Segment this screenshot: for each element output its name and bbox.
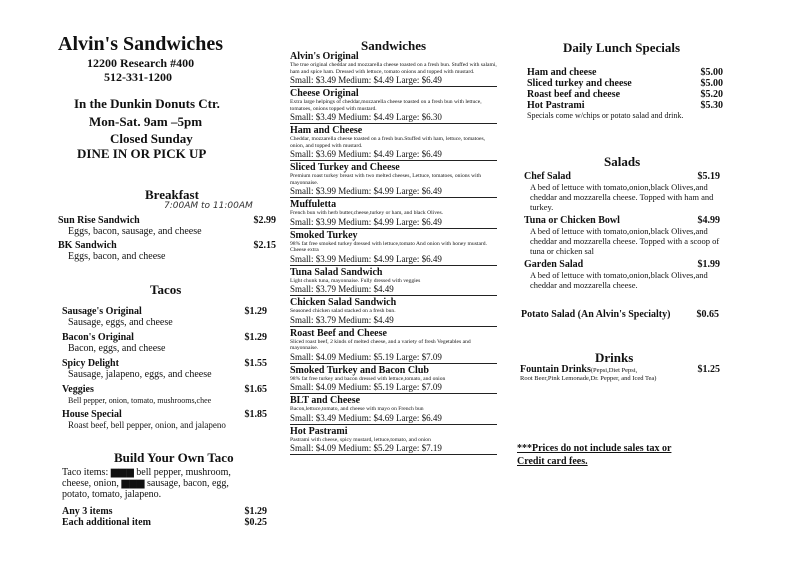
salad-item: Tuna or Chicken Bowl $4.99	[524, 215, 720, 226]
sandwich-item	[290, 328, 497, 364]
sandwich-description: Seasoned chicken salad stacked on a fresh bun.	[290, 308, 396, 314]
daily-special-item: Ham and cheese $5.00	[527, 67, 723, 78]
sandwich-description: Cheddar, mozzarella cheese toasted on a fresh bun.Stuffed with ham, lettuce, tomatoes, onion, and topped with mustard.	[290, 136, 486, 149]
breakfast-heading: Breakfast	[145, 187, 199, 202]
build-taco-heading: Build Your Own Taco	[114, 450, 234, 465]
sandwich-prices: Small: $3.69 Medium: $4.49 Large: $6.49	[290, 149, 442, 159]
tax-notice-line1: ***Prices do not include sales tax or	[517, 443, 672, 454]
breakfast-item: Sun Rise Sandwich $2.99	[58, 215, 276, 226]
sandwich-description: Sliced roast beef, 2 kinds of melted cheese, and a variety of fresh Vegetables and mayonnaise.	[290, 338, 471, 351]
sandwich-name: BLT and Cheese	[290, 395, 361, 406]
sandwich-name: Cheese Original	[290, 88, 359, 99]
sandwich-description: 98% fat free turkey and bacon dressed with lettuce,tomato, and onion	[290, 375, 446, 382]
sandwich-item	[290, 365, 497, 395]
taco-item: Bacon's Original $1.29	[62, 332, 267, 343]
sandwich-prices: Small: $3.99 Medium: $4.99 Large: $6.49	[290, 216, 442, 227]
sandwich-prices: Small: $3.79 Medium: $4.49	[290, 284, 394, 294]
sandwich-name: Chicken Salad Sandwich	[290, 297, 397, 308]
phone: 512-331-1200	[104, 70, 172, 84]
breakfast-list: Sun Rise Sandwich $2.99 Eggs, bacon, sausage, and cheese BK Sandwich $2.15 Eggs, bacon, and cheese	[58, 215, 276, 262]
sandwich-prices: Small: $4.09 Medium: $5.29 Large: $7.19	[290, 443, 442, 453]
sandwich-prices: Small: $4.09 Medium: $5.19 Large: $7.09	[290, 382, 442, 392]
sandwich-item	[290, 199, 497, 229]
sandwich-description: Light chunk tuna, mayonnaise. Fully dressed with veggies	[290, 277, 421, 284]
sandwich-name: Muffuletta	[290, 199, 337, 210]
taco-item: Veggies $1.65	[62, 384, 267, 395]
sandwich-name: Smoked Turkey and Bacon Club	[290, 364, 429, 376]
sandwich-prices: Small: $3.99 Medium: $4.99 Large: $6.49	[290, 186, 442, 196]
taco-item: Sausage's Original $1.29	[62, 306, 267, 317]
sandwich-name: Hot Pastrami	[290, 425, 348, 437]
sandwich-prices: Small: $3.49 Medium: $4.69 Large: $6.49	[290, 412, 442, 423]
sandwich-item	[290, 162, 497, 198]
taco-item: House Special $1.85	[62, 409, 267, 420]
sandwich-description: Pastrami with cheese, spicy mustard, lettuce,tomato, and onion	[290, 436, 431, 443]
sandwich-name: Alvin's Original	[290, 51, 359, 62]
daily-specials-heading: Daily Lunch Specials	[563, 40, 681, 55]
sandwich-prices: Small: $3.99 Medium: $4.99 Large: $6.49	[290, 253, 442, 264]
sandwich-item	[290, 395, 497, 425]
build-taco-list: Taco items: ▆▆▆ bell pepper, mushroom, cheese, onion, ▆▆▆ sausage, bacon, egg, potato, tomato, jalapeno. Any 3 items $1.29 Each additional item $0.25	[62, 467, 267, 528]
each-additional-item: Each additional item $0.25	[62, 517, 267, 528]
restaurant-title: Alvin's Sandwiches	[58, 33, 224, 55]
salad-item: Garden Salad $1.99	[524, 259, 720, 270]
breakfast-item: BK Sandwich $2.15	[58, 240, 276, 251]
any-three-items: Any 3 items $1.29	[62, 506, 267, 517]
sandwich-prices: Small: $3.49 Medium: $4.49 Large: $6.30	[290, 112, 442, 122]
drinks-heading: Drinks	[595, 350, 634, 365]
sandwich-item	[290, 267, 497, 297]
sandwich-item	[290, 230, 497, 266]
service-note: DINE IN OR PICK UP	[77, 146, 207, 161]
sandwich-item	[290, 88, 497, 124]
sandwich-description: French bun with herb butter,cheese,turkey or ham, and black Olives.	[290, 210, 444, 216]
salad-item: Chef Salad $5.19	[524, 171, 720, 182]
tacos-list: Sausage's Original $1.29 Sausage, eggs, and cheese Bacon's Original $1.29 Bacon, eggs, and cheese Spicy Delight $1.55 Sausage, jalapeno, eggs, and cheese Veggies $1.65 Bell pepper, onion, tomato, mushrooms,chee House Special $1.85 Roast beef, bell pepper, onion, and jalapeno	[62, 306, 267, 430]
sandwich-prices: Small: $4.09 Medium: $5.19 Large: $7.09	[290, 351, 442, 362]
sandwiches-heading: Sandwiches	[361, 38, 427, 53]
sandwich-item	[290, 297, 497, 327]
potato-salad: Potato Salad (An Alvin's Specialty) $0.65	[521, 309, 719, 320]
daily-special-item: Roast beef and cheese $5.20	[527, 89, 723, 100]
sandwich-description: Bacon,lettuce,tomato, and cheese with mayo on French bun	[290, 406, 424, 412]
sandwich-prices: Small: $3.49 Medium: $4.49 Large: $6.49	[290, 75, 442, 85]
daily-specials-list: Ham and cheese $5.00 Sliced turkey and cheese $5.00 Roast beef and cheese $5.20 Hot Pastrami $5.30 Specials come w/chips or potato salad and drink.	[527, 67, 723, 120]
salads-heading: Salads	[604, 154, 641, 169]
breakfast-hours-handwritten: 7:00AM to 11:00AM	[164, 201, 253, 211]
salads-list: Chef Salad $5.19 A bed of lettuce with tomato,onion,black Olives,and cheddar and mozzarella cheese. Topped with ham and turkey. Tuna or Chicken Bowl $4.99 A bed of lettuce with tomato,onion,black Olives,and cheddar and mozzarella cheese. Topped with a scoop of tuna or chicken sal Garden Salad $1.99 A bed of lettuce with tomato,onion,black Olives,and cheddar and mozzarella cheese.	[524, 171, 720, 290]
hours: Mon-Sat. 9am –5pm	[89, 114, 203, 129]
closed-note: Closed Sunday	[110, 131, 193, 146]
sandwich-name: Tuna Salad Sandwich	[290, 266, 383, 278]
location: In the Dunkin Donuts Ctr.	[74, 96, 220, 111]
sandwich-prices: Small: $3.79 Medium: $4.49	[290, 314, 394, 325]
tax-notice-line2: Credit card fees.	[517, 456, 588, 467]
sandwich-name: Roast Beef and Cheese	[290, 327, 387, 339]
address: 12200 Research #400	[87, 56, 195, 70]
drinks-item: Fountain Drinks(Pepsi,Diet Pepsi, $1.25 Root Beer,Pink Lemonade,Dr. Pepper, and Iced Tea)	[520, 364, 720, 382]
sandwich-item	[290, 125, 497, 161]
sandwich-name: Sliced Turkey and Cheese	[290, 162, 400, 173]
sandwich-description: Extra large helpings of cheddar,mozzarella cheese toasted on a fresh bun with lettuce, tomatoes, onions topped with mustard.	[290, 99, 482, 112]
daily-special-item: Sliced turkey and cheese $5.00	[527, 78, 723, 89]
sandwich-item	[290, 426, 497, 456]
sandwich-description: Premium roast turkey breast with two melted cheeses, Lettuce, tomatoes, onions with mayonnaise.	[290, 173, 482, 186]
sandwich-description: 98% fat free smoked turkey dressed with lettuce,tomato And onion with honey mustard. Cheese extra	[290, 240, 487, 253]
daily-special-item: Hot Pastrami $5.30	[527, 100, 723, 111]
sandwich-name: Smoked Turkey	[290, 229, 358, 241]
tacos-heading: Tacos	[150, 282, 182, 297]
taco-item: Spicy Delight $1.55	[62, 358, 267, 369]
sandwich-description: The true original cheddar and mozzarella cheese toasted on a fresh bun. Stuffed with salami, ham and spice ham. Dressed with lettuce, tomato onions and topped with mustard.	[290, 62, 497, 75]
sandwich-item	[290, 51, 497, 87]
sandwich-list	[290, 51, 497, 456]
sandwich-name: Ham and Cheese	[290, 125, 363, 136]
